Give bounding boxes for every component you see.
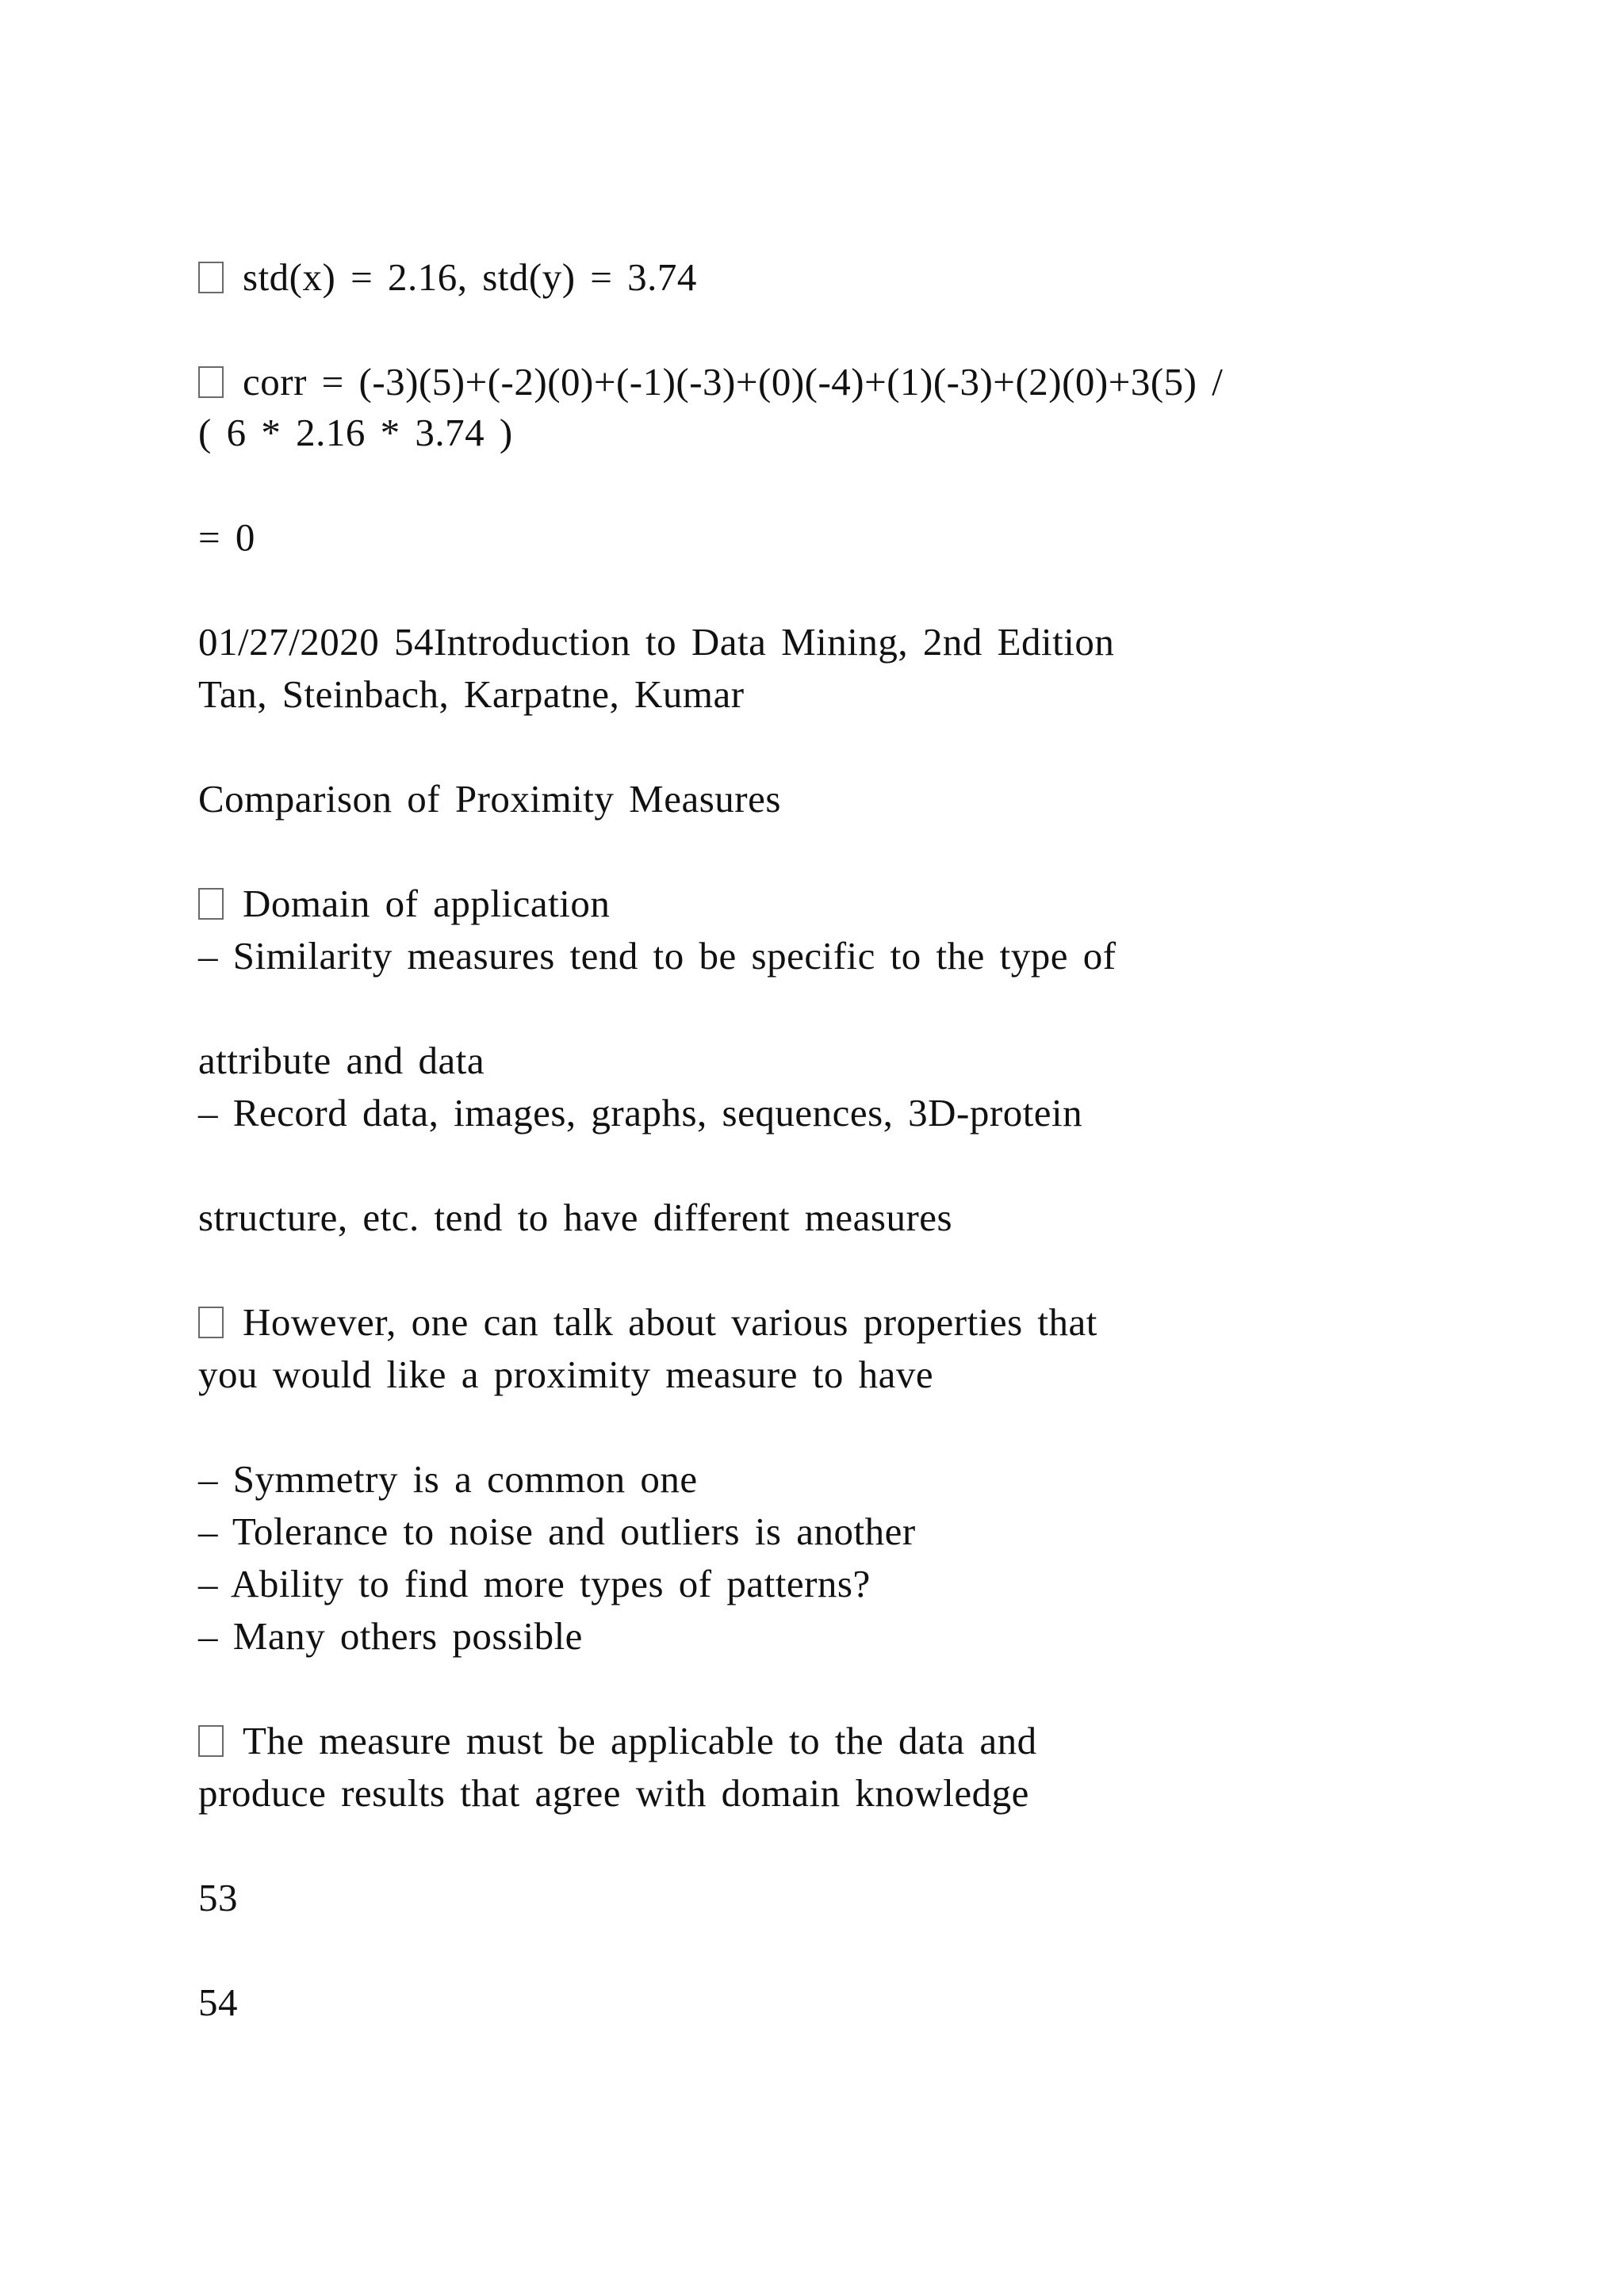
line-text: 01/27/2020 54Introduction to Data Mining, 2nd Edition — [198, 620, 1115, 664]
bullet-box-icon — [198, 1725, 224, 1757]
line-text: 53 — [198, 1876, 238, 1919]
line-text: = 0 — [198, 515, 255, 559]
line-text: – Record data, images, graphs, sequences, 3D-protein — [198, 1091, 1083, 1135]
text-line — [198, 1456, 698, 1503]
line-text: The measure must be applicable to the data and — [243, 1719, 1037, 1762]
bullet-box-icon — [198, 366, 224, 398]
line-text: Tan, Steinbach, Karpatne, Kumar — [198, 672, 745, 716]
text-line — [198, 1613, 583, 1660]
line-text: – Similarity measures tend to be specific to the type of — [198, 934, 1116, 978]
text-line — [198, 514, 255, 561]
text-line — [198, 1351, 933, 1399]
text-line — [198, 932, 1116, 980]
line-text: – Ability to find more types of patterns? — [198, 1562, 871, 1605]
text-line — [198, 775, 781, 823]
bullet-box-icon — [198, 888, 224, 920]
text-line — [198, 1717, 1037, 1765]
text-line — [198, 254, 697, 301]
text-line — [198, 1874, 238, 1922]
text-line — [198, 1037, 485, 1085]
line-text: attribute and data — [198, 1039, 485, 1082]
line-text: – Many others possible — [198, 1614, 583, 1658]
text-line — [198, 671, 745, 718]
text-line — [198, 1089, 1082, 1137]
line-text: structure, etc. tend to have different measures — [198, 1196, 953, 1239]
line-text: Domain of application — [243, 882, 611, 925]
text-line — [198, 1194, 952, 1242]
text-line — [198, 1560, 871, 1608]
line-text: Comparison of Proximity Measures — [198, 777, 781, 821]
bullet-box-icon — [198, 262, 224, 293]
line-text: std(x) = 2.16, std(y) = 3.74 — [243, 255, 697, 299]
text-line — [198, 618, 1114, 666]
line-text: However, one can talk about various properties that — [243, 1300, 1097, 1344]
text-line — [198, 1770, 1029, 1817]
line-text: 54 — [198, 1980, 238, 2024]
text-line — [198, 1508, 916, 1556]
line-text: produce results that agree with domain knowledge — [198, 1771, 1029, 1815]
line-text: corr = (-3)(5)+(-2)(0)+(-1)(-3)+(0)(-4)+(1)(-3)+(2)(0)+3(5) / — [243, 360, 1224, 404]
line-text: – Tolerance to noise and outliers is another — [198, 1510, 916, 1553]
line-text: – Symmetry is a common one — [198, 1457, 698, 1501]
text-line — [198, 880, 610, 928]
text-line — [198, 358, 1223, 406]
text-line — [198, 1979, 238, 2026]
text-line — [198, 409, 513, 457]
bullet-box-icon — [198, 1307, 224, 1338]
text-line — [198, 1299, 1097, 1346]
line-text: you would like a proximity measure to have — [198, 1353, 934, 1396]
line-text: ( 6 * 2.16 * 3.74 ) — [198, 411, 513, 454]
